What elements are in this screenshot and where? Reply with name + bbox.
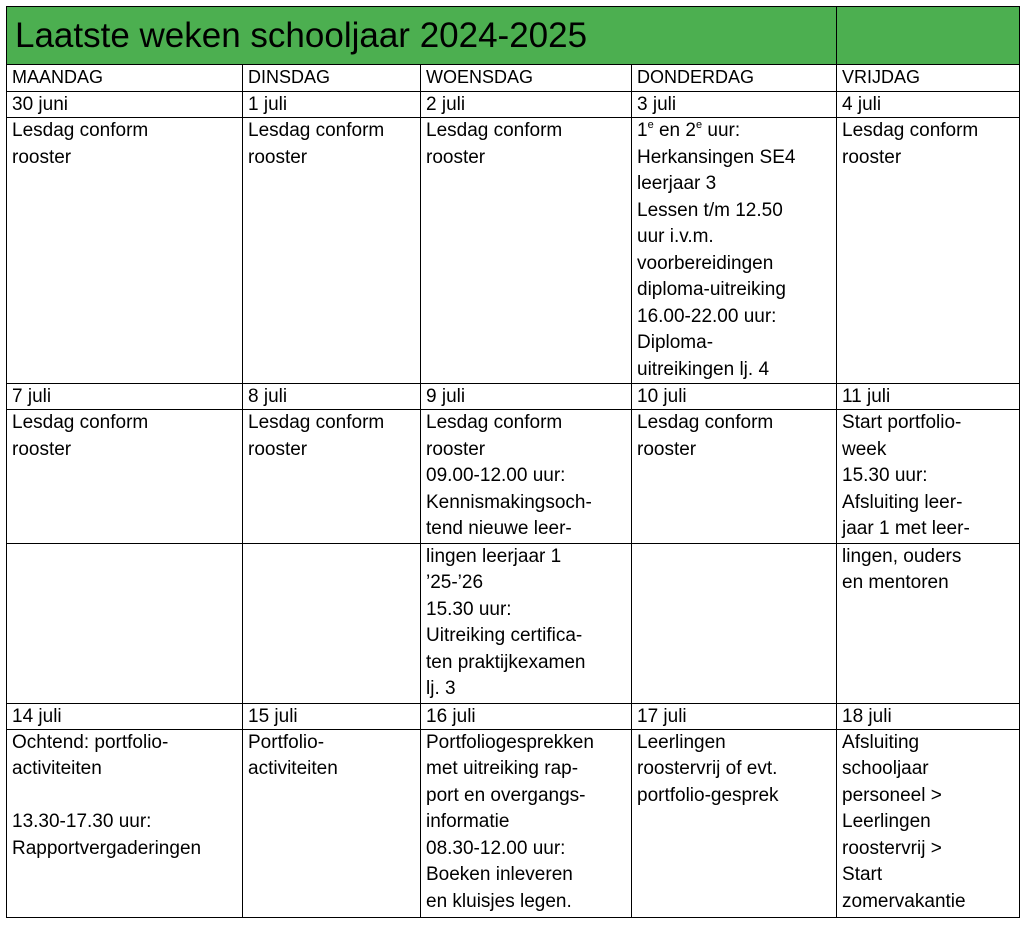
content-row <box>7 410 1020 544</box>
day-content: Lesdag conform rooster <box>243 410 421 544</box>
date-cell: 10 juli <box>632 384 837 410</box>
day-content-thursday <box>632 118 837 384</box>
date-cell: 30 juni <box>7 92 243 118</box>
date-cell: 17 juli <box>632 703 837 729</box>
day-content: Lesdag conform rooster <box>837 118 1020 384</box>
day-content: Afsluiting schooljaar personeel > Leerlingen roostervrij > Start zomervakantie <box>837 729 1020 917</box>
day-content: Leerlingen roostervrij of evt. portfolio-gesprek <box>632 729 837 917</box>
day-content: Lesdag conform rooster <box>7 118 243 384</box>
title-empty-cell <box>837 7 1020 65</box>
date-cell: 14 juli <box>7 703 243 729</box>
day-content: lingen leerjaar 1 ’25-’26 15.30 uur: Uitreiking certifica- ten praktijkexamen lj. 3 <box>421 543 632 703</box>
text: 1 <box>637 120 648 141</box>
date-cell: 11 juli <box>837 384 1020 410</box>
date-cell: 7 juli <box>7 384 243 410</box>
date-cell: 8 juli <box>243 384 421 410</box>
day-content: Ochtend: portfolio- activiteiten 13.30-17.30 uur: Rapportvergaderingen <box>7 729 243 917</box>
date-row <box>7 703 1020 729</box>
day-header: WOENSDAG <box>421 65 632 92</box>
superscript: e <box>695 119 703 131</box>
date-cell: 4 juli <box>837 92 1020 118</box>
content-row <box>7 118 1020 384</box>
day-content: Portfolio- activiteiten <box>243 729 421 917</box>
day-content: Lesdag conform rooster <box>243 118 421 384</box>
day-content <box>7 543 243 703</box>
page-title: Laatste weken schooljaar 2024-2025 <box>7 7 837 65</box>
text: uur: <box>702 120 741 141</box>
date-cell: 15 juli <box>243 703 421 729</box>
text: en 2 <box>653 120 696 141</box>
date-row <box>7 384 1020 410</box>
content-row <box>7 543 1020 703</box>
day-header: VRIJDAG <box>837 65 1020 92</box>
day-content: Start portfolio- week 15.30 uur: Afsluiting leer- jaar 1 met leer- <box>837 410 1020 544</box>
date-cell: 2 juli <box>421 92 632 118</box>
day-content: lingen, ouders en mentoren <box>837 543 1020 703</box>
day-header: MAANDAG <box>7 65 243 92</box>
date-cell: 18 juli <box>837 703 1020 729</box>
superscript: e <box>647 119 654 131</box>
date-cell: 16 juli <box>421 703 632 729</box>
title-row <box>7 7 1020 65</box>
date-cell: 1 juli <box>243 92 421 118</box>
text: Herkansingen SE4 leerjaar 3 Lessen t/m 12.50 uur i.v.m. voorbereidingen diploma-uitreiking 16.00-22.00 uur: Diploma- uitreikingen lj. 4 <box>637 146 796 380</box>
day-header-row <box>7 65 1020 92</box>
date-cell: 3 juli <box>632 92 837 118</box>
day-header: DINSDAG <box>243 65 421 92</box>
content-row <box>7 729 1020 917</box>
date-cell: 9 juli <box>421 384 632 410</box>
day-content: Portfoliogesprekken met uitreiking rap- port en overgangs- informatie 08.30-12.00 uur: Boeken inleveren en kluisjes legen. <box>421 729 632 917</box>
day-content: Lesdag conform rooster <box>7 410 243 544</box>
day-content: Lesdag conform rooster 09.00-12.00 uur: Kennismakingsoch- tend nieuwe leer- <box>421 410 632 544</box>
day-header: DONDERDAG <box>632 65 837 92</box>
day-content <box>632 543 837 703</box>
schedule-table <box>6 6 1020 918</box>
date-row <box>7 92 1020 118</box>
day-content: Lesdag conform rooster <box>632 410 837 544</box>
day-content: Lesdag conform rooster <box>421 118 632 384</box>
day-content <box>243 543 421 703</box>
